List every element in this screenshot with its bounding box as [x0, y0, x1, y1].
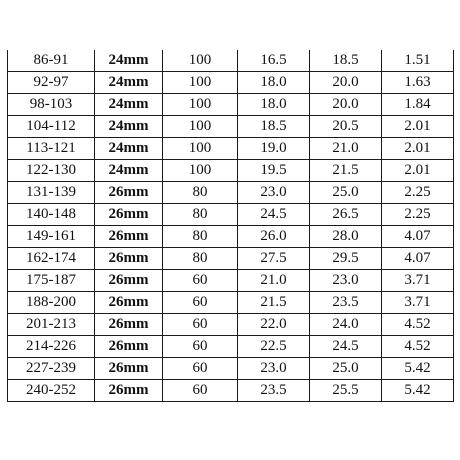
table-row	[8, 138, 454, 160]
table-row	[8, 160, 454, 182]
size-range-cell: 188-200	[8, 292, 95, 314]
size-range-cell: 92-97	[8, 72, 95, 94]
table-row	[8, 380, 454, 402]
weight-cell: 3.71	[382, 292, 454, 314]
width-cell: 24mm	[95, 94, 163, 116]
value-a-cell: 16.5	[238, 50, 310, 72]
weight-cell: 2.01	[382, 160, 454, 182]
value-a-cell: 18.5	[238, 116, 310, 138]
width-cell: 26mm	[95, 292, 163, 314]
width-cell: 26mm	[95, 380, 163, 402]
width-cell: 26mm	[95, 182, 163, 204]
width-cell: 26mm	[95, 226, 163, 248]
spec-table	[7, 50, 454, 402]
table-row	[8, 94, 454, 116]
weight-cell: 1.51	[382, 50, 454, 72]
weight-cell: 2.25	[382, 182, 454, 204]
width-cell: 24mm	[95, 72, 163, 94]
spec-table-body	[8, 50, 454, 402]
table-row	[8, 292, 454, 314]
table-row	[8, 314, 454, 336]
value-b-cell: 25.5	[310, 380, 382, 402]
value-b-cell: 26.5	[310, 204, 382, 226]
quantity-cell: 60	[163, 358, 238, 380]
quantity-cell: 100	[163, 116, 238, 138]
width-cell: 24mm	[95, 50, 163, 72]
value-b-cell: 25.0	[310, 358, 382, 380]
size-range-cell: 162-174	[8, 248, 95, 270]
quantity-cell: 100	[163, 94, 238, 116]
spec-table-container	[7, 50, 453, 402]
weight-cell: 2.25	[382, 204, 454, 226]
table-row	[8, 116, 454, 138]
width-cell: 26mm	[95, 204, 163, 226]
table-row	[8, 248, 454, 270]
table-row	[8, 358, 454, 380]
weight-cell: 3.71	[382, 270, 454, 292]
size-range-cell: 149-161	[8, 226, 95, 248]
quantity-cell: 80	[163, 182, 238, 204]
weight-cell: 1.63	[382, 72, 454, 94]
value-b-cell: 20.0	[310, 72, 382, 94]
value-b-cell: 25.0	[310, 182, 382, 204]
value-a-cell: 19.5	[238, 160, 310, 182]
value-b-cell: 24.5	[310, 336, 382, 358]
value-b-cell: 24.0	[310, 314, 382, 336]
value-b-cell: 21.0	[310, 138, 382, 160]
quantity-cell: 60	[163, 270, 238, 292]
table-row	[8, 72, 454, 94]
quantity-cell: 100	[163, 72, 238, 94]
quantity-cell: 80	[163, 248, 238, 270]
value-b-cell: 29.5	[310, 248, 382, 270]
value-a-cell: 24.5	[238, 204, 310, 226]
size-range-cell: 131-139	[8, 182, 95, 204]
weight-cell: 5.42	[382, 358, 454, 380]
size-range-cell: 113-121	[8, 138, 95, 160]
size-range-cell: 227-239	[8, 358, 95, 380]
value-b-cell: 18.5	[310, 50, 382, 72]
value-b-cell: 21.5	[310, 160, 382, 182]
quantity-cell: 80	[163, 226, 238, 248]
table-row	[8, 226, 454, 248]
width-cell: 24mm	[95, 116, 163, 138]
value-b-cell: 20.5	[310, 116, 382, 138]
width-cell: 26mm	[95, 270, 163, 292]
size-range-cell: 214-226	[8, 336, 95, 358]
value-a-cell: 22.5	[238, 336, 310, 358]
quantity-cell: 60	[163, 380, 238, 402]
quantity-cell: 100	[163, 138, 238, 160]
size-range-cell: 240-252	[8, 380, 95, 402]
value-a-cell: 21.5	[238, 292, 310, 314]
table-row	[8, 336, 454, 358]
value-a-cell: 23.5	[238, 380, 310, 402]
value-a-cell: 22.0	[238, 314, 310, 336]
quantity-cell: 60	[163, 292, 238, 314]
table-row	[8, 182, 454, 204]
weight-cell: 4.52	[382, 336, 454, 358]
width-cell: 26mm	[95, 248, 163, 270]
size-range-cell: 140-148	[8, 204, 95, 226]
table-row	[8, 270, 454, 292]
weight-cell: 4.07	[382, 248, 454, 270]
value-b-cell: 20.0	[310, 94, 382, 116]
weight-cell: 1.84	[382, 94, 454, 116]
quantity-cell: 80	[163, 204, 238, 226]
value-a-cell: 21.0	[238, 270, 310, 292]
width-cell: 26mm	[95, 358, 163, 380]
table-row	[8, 204, 454, 226]
quantity-cell: 100	[163, 160, 238, 182]
value-b-cell: 28.0	[310, 226, 382, 248]
quantity-cell: 60	[163, 336, 238, 358]
value-a-cell: 23.0	[238, 182, 310, 204]
value-a-cell: 27.5	[238, 248, 310, 270]
value-b-cell: 23.5	[310, 292, 382, 314]
value-a-cell: 26.0	[238, 226, 310, 248]
width-cell: 24mm	[95, 138, 163, 160]
weight-cell: 5.42	[382, 380, 454, 402]
size-range-cell: 201-213	[8, 314, 95, 336]
value-a-cell: 18.0	[238, 94, 310, 116]
size-range-cell: 86-91	[8, 50, 95, 72]
value-a-cell: 18.0	[238, 72, 310, 94]
table-row	[8, 50, 454, 72]
value-b-cell: 23.0	[310, 270, 382, 292]
width-cell: 26mm	[95, 314, 163, 336]
value-a-cell: 19.0	[238, 138, 310, 160]
width-cell: 24mm	[95, 160, 163, 182]
size-range-cell: 98-103	[8, 94, 95, 116]
weight-cell: 4.52	[382, 314, 454, 336]
weight-cell: 4.07	[382, 226, 454, 248]
size-range-cell: 175-187	[8, 270, 95, 292]
weight-cell: 2.01	[382, 116, 454, 138]
width-cell: 26mm	[95, 336, 163, 358]
size-range-cell: 104-112	[8, 116, 95, 138]
size-range-cell: 122-130	[8, 160, 95, 182]
weight-cell: 2.01	[382, 138, 454, 160]
value-a-cell: 23.0	[238, 358, 310, 380]
quantity-cell: 100	[163, 50, 238, 72]
quantity-cell: 60	[163, 314, 238, 336]
